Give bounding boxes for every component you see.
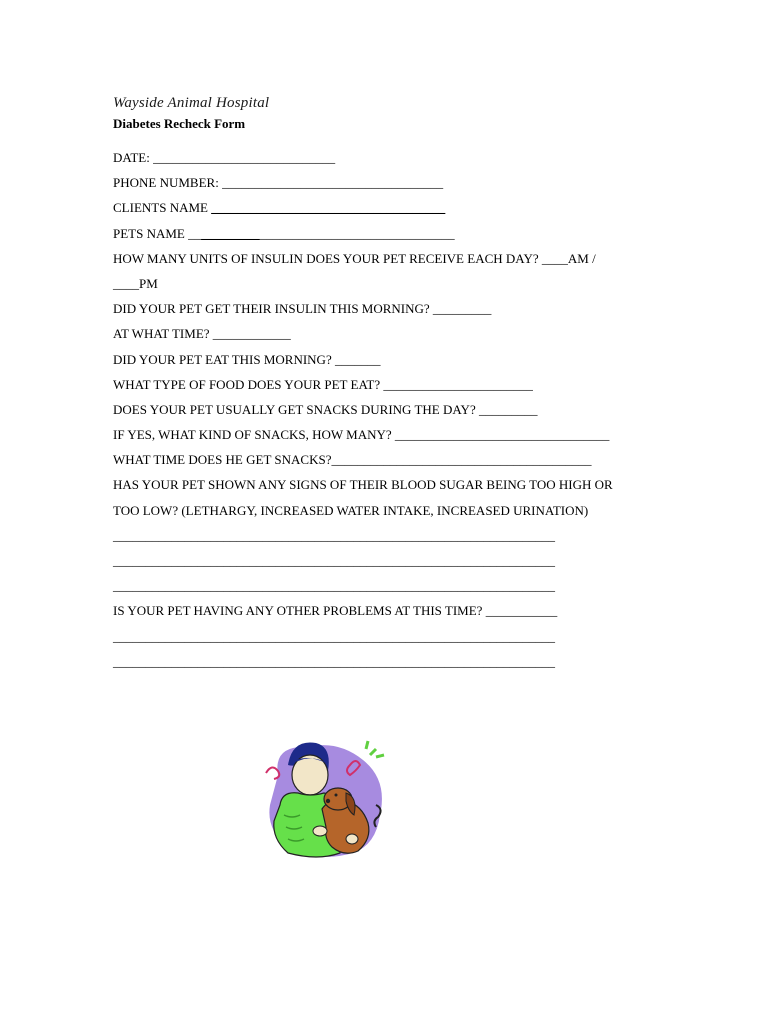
client-name-field[interactable] (113, 200, 673, 225)
answer-line[interactable]: ____________________________________________________________________ (113, 527, 555, 543)
insulin-units-question[interactable]: HOW MANY UNITS OF INSULIN DOES YOUR PET RECEIVE EACH DAY? ____AM / (113, 250, 596, 266)
snack-time-question[interactable]: WHAT TIME DOES HE GET SNACKS?________________________________________ (113, 452, 592, 468)
form-title: Diabetes Recheck Form (113, 116, 246, 131)
hospital-name: Wayside Animal Hospital (113, 95, 270, 111)
snack-kind-question[interactable]: IF YES, WHAT KIND OF SNACKS, HOW MANY? _________________________________ (113, 427, 610, 443)
blood-sugar-question: HAS YOUR PET SHOWN ANY SIGNS OF THEIR BLOOD SUGAR BEING TOO HIGH OR (113, 477, 613, 493)
blood-sugar-question-cont: TOO LOW? (LETHARGY, INCREASED WATER INTAKE, INCREASED URINATION) (113, 502, 589, 518)
insulin-time-question[interactable]: AT WHAT TIME? ____________ (113, 326, 291, 342)
answer-line[interactable]: ____________________________________________________________________ (113, 628, 555, 644)
answer-line[interactable]: ____________________________________________________________________ (113, 653, 555, 669)
answer-line[interactable]: ____________________________________________________________________ (113, 578, 555, 594)
eat-morning-question[interactable]: DID YOUR PET EAT THIS MORNING? _______ (113, 351, 381, 367)
date-field[interactable]: DATE: ____________________________ (113, 150, 336, 165)
pet-name-blank-underlined[interactable]: _________ (201, 225, 260, 241)
client-name-blank[interactable]: ____________________________________ (211, 200, 446, 216)
phone-field[interactable]: PHONE NUMBER: __________________________________ (113, 175, 444, 191)
insulin-units-question-cont[interactable]: ____PM (113, 275, 158, 291)
insulin-morning-question[interactable]: DID YOUR PET GET THEIR INSULIN THIS MORNING? _________ (113, 301, 492, 317)
snacks-question[interactable]: DOES YOUR PET USUALLY GET SNACKS DURING THE DAY? _________ (113, 401, 538, 417)
boy-hugging-dog-icon (258, 735, 392, 869)
client-name-label: CLIENTS NAME (113, 200, 212, 216)
pet-name-blank[interactable]: ______________________________ (259, 225, 455, 241)
pet-name-label: PETS NAME __ (113, 225, 202, 241)
form-fields (113, 150, 673, 679)
answer-line[interactable]: ____________________________________________________________________ (113, 553, 555, 568)
food-type-question[interactable]: WHAT TYPE OF FOOD DOES YOUR PET EAT? _______________________ (113, 376, 533, 392)
pet-name-field[interactable] (113, 226, 673, 251)
other-problems-question[interactable]: IS YOUR PET HAVING ANY OTHER PROBLEMS AT THIS TIME? ___________ (113, 603, 558, 619)
